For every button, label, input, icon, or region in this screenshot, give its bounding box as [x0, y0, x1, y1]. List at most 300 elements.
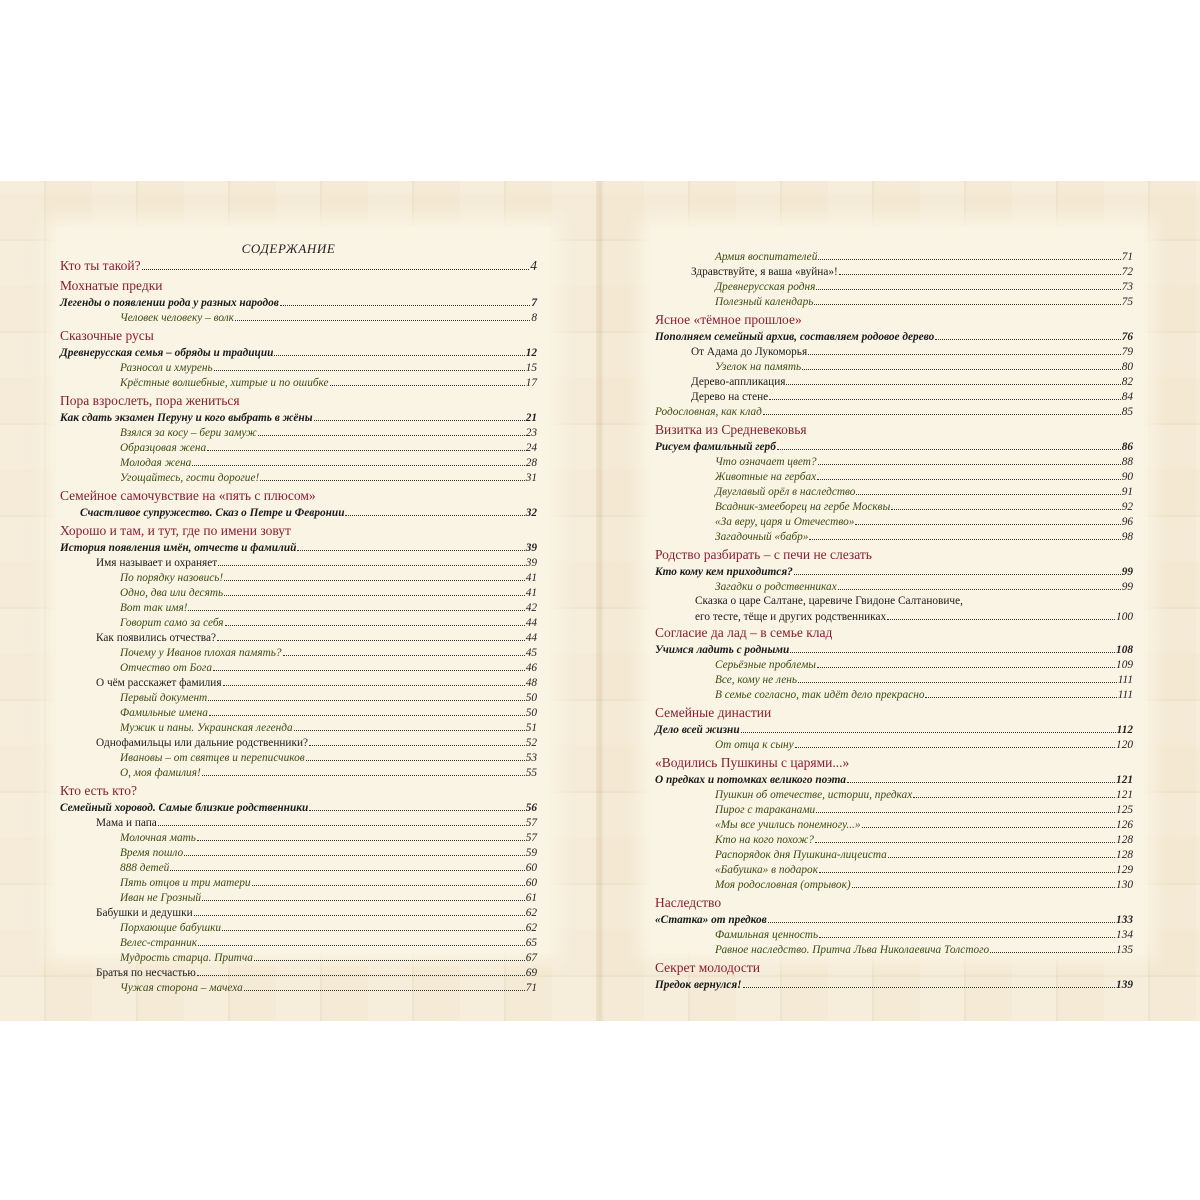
toc-entry-text: Одно, два или десять [120, 587, 224, 599]
toc-entry[interactable] [655, 359, 1133, 374]
toc-entry-text: Человек человеку – волк [120, 312, 234, 324]
toc-entry[interactable] [655, 564, 1133, 579]
toc-entry-text: Угощайтесь, гости дорогие! [120, 472, 260, 484]
toc-page-number: 50 [525, 692, 537, 704]
toc-entry-text: Здравствуйте, я ваша «вуйна»! [691, 266, 838, 278]
leader-dots [925, 687, 1116, 698]
leader-dots [838, 579, 1121, 590]
leader-dots [142, 259, 530, 270]
leader-dots [217, 630, 525, 641]
toc-entry-text: Всадник-змееборец на гербе Москвы [715, 501, 891, 513]
toc-page-number: 139 [1116, 979, 1133, 991]
toc-entry[interactable] [655, 454, 1133, 469]
toc-entry[interactable] [655, 772, 1133, 787]
toc-entry[interactable] [60, 585, 537, 600]
toc-page-number: 90 [1121, 471, 1133, 483]
toc-entry[interactable] [655, 264, 1133, 279]
leader-dots [222, 920, 525, 931]
toc-page-number: 91 [1121, 486, 1133, 498]
leader-dots [314, 410, 525, 421]
leader-dots [990, 942, 1115, 953]
leader-dots [790, 642, 1115, 653]
toc-list-right-2 [655, 624, 1133, 992]
toc-page-number: 57 [525, 832, 537, 844]
toc-entry[interactable] [655, 389, 1133, 404]
toc-entry[interactable] [60, 555, 537, 570]
toc-page-number: 15 [525, 362, 537, 374]
toc-entry[interactable] [60, 875, 537, 890]
toc-entry[interactable] [655, 294, 1133, 309]
toc-page-number: 71 [1121, 251, 1133, 263]
toc-entry[interactable] [655, 817, 1133, 832]
toc-entry-text: По порядку назовись! [120, 572, 224, 584]
toc-entry[interactable] [60, 750, 537, 765]
toc-entry[interactable] [60, 455, 537, 470]
toc-chapter-title: Кто есть кто? [60, 783, 137, 798]
toc-entry[interactable] [655, 374, 1133, 389]
toc-page-number: 135 [1116, 944, 1133, 956]
toc-entry[interactable] [60, 505, 537, 520]
toc-entry[interactable] [655, 469, 1133, 484]
toc-entry[interactable] [60, 375, 537, 390]
book-spread [0, 181, 1200, 1021]
toc-entry-text: Молочная мать [120, 832, 196, 844]
toc-page-number: 50 [525, 707, 537, 719]
leader-dots [224, 570, 525, 581]
toc-page-number: 44 [525, 632, 537, 644]
toc-entry[interactable] [60, 310, 537, 325]
toc-entry[interactable] [655, 912, 1133, 927]
toc-chapter-title: Хорошо и там, и тут, где по имени зовут [60, 523, 291, 538]
toc-chapter-title: Ясное «тёмное прошлое» [655, 312, 802, 327]
toc-right-column [655, 249, 1133, 992]
toc-entry-text: Серьёзные проблемы [715, 659, 816, 671]
toc-entry-text: Однофамильцы или дальние родственники? [96, 737, 308, 749]
toc-page-number: 65 [525, 937, 537, 949]
leader-dots [794, 564, 1121, 575]
leader-dots [294, 720, 525, 731]
toc-entry[interactable] [655, 529, 1133, 544]
leader-dots [815, 832, 1115, 843]
toc-title: СОДЕРЖАНИЕ [241, 241, 336, 256]
toc-entry-text: Вот так имя! [120, 602, 188, 614]
toc-entry[interactable] [60, 890, 537, 905]
toc-page-number: 125 [1116, 804, 1133, 816]
leader-dots [814, 294, 1120, 305]
leader-dots [223, 675, 525, 686]
toc-entry-text: Древнерусская семья – обряды и традиции [60, 347, 274, 359]
toc-chapter-title: Родство разбирать – с печи не слезать [655, 547, 872, 562]
toc-entry-text: Дело всей жизни [655, 724, 740, 736]
toc-entry-text: Дерево на стене [691, 391, 769, 403]
toc-chapter-title: Секрет молодости [655, 960, 761, 975]
leader-dots [817, 469, 1121, 480]
toc-page-number: 44 [525, 617, 537, 629]
toc-page-number: 39 [525, 557, 537, 569]
toc-entry[interactable] [60, 410, 537, 425]
toc-page-number: 41 [525, 587, 537, 599]
toc-page-number: 17 [525, 377, 537, 389]
toc-chapter[interactable] [655, 752, 1133, 772]
toc-page-number: 73 [1121, 281, 1133, 293]
leader-dots [252, 875, 525, 886]
toc-entry[interactable] [655, 514, 1133, 529]
toc-entry[interactable] [655, 977, 1133, 992]
toc-chapter-title: Кто ты такой? [60, 258, 141, 273]
toc-page-number: 46 [525, 662, 537, 674]
toc-entry[interactable] [655, 642, 1133, 657]
toc-entry[interactable] [655, 832, 1133, 847]
toc-entry-text: История появления имён, отчеств и фамилий [60, 542, 297, 554]
leader-dots [888, 847, 1115, 858]
toc-page-number: 4 [530, 258, 537, 273]
toc-page-number: 23 [525, 427, 537, 439]
toc-entry[interactable] [60, 815, 537, 830]
toc-entry[interactable] [60, 800, 537, 815]
toc-page-number: 111 [1117, 674, 1133, 686]
leader-dots [763, 404, 1121, 415]
toc-entry-text: Время пошло [120, 847, 184, 859]
toc-chapter[interactable] [655, 624, 1133, 642]
toc-left-column [60, 240, 537, 995]
leader-dots [786, 374, 1120, 385]
toc-entry[interactable] [655, 499, 1133, 514]
leader-dots [254, 950, 525, 961]
leader-dots [309, 735, 525, 746]
toc-entry-text: «Мы все учились понемногу...» [715, 819, 861, 831]
toc-entry[interactable] [655, 249, 1133, 264]
toc-entry[interactable] [60, 295, 537, 310]
toc-page-number: 92 [1121, 501, 1133, 513]
toc-entry-text: Как сдать экзамен Перуну и кого выбрать в жёны [60, 412, 313, 424]
leader-dots [306, 750, 525, 761]
toc-entry[interactable] [60, 845, 537, 860]
toc-entry-text: О, моя фамилия! [120, 767, 201, 779]
toc-entry-two-line[interactable] [655, 594, 1133, 624]
toc-entry-text: Иван не Грозный [120, 892, 202, 904]
toc-page-number: 126 [1116, 819, 1133, 831]
toc-entry-text: Пирог с тараканами [715, 804, 816, 816]
toc-entry-text: Пушкин об отечестве, истории, предках [715, 789, 913, 801]
toc-page-number: 130 [1116, 879, 1133, 891]
toc-entry-text: Загадки о родственниках [715, 581, 837, 593]
toc-chapter-title: Мохнатые предки [60, 278, 163, 293]
toc-entry-text: его тесте, тёще и других родственниках [695, 611, 887, 623]
toc-entry[interactable] [60, 425, 537, 440]
toc-entry-text: От Адама до Лукоморья [691, 346, 808, 358]
toc-page-number: 80 [1121, 361, 1133, 373]
toc-entry-text: Разносол и хмурень [120, 362, 213, 374]
leader-dots [887, 609, 1115, 620]
toc-entry[interactable] [655, 942, 1133, 957]
toc-entry-text: Дерево-аппликация [691, 376, 786, 388]
toc-page-number: 28 [525, 457, 537, 469]
leader-dots [769, 389, 1121, 400]
toc-entry[interactable] [655, 847, 1133, 862]
toc-entry-text: Мудрость старца. Притча [120, 952, 253, 964]
toc-entry-line1: Сказка о царе Салтане, царевиче Гвидоне Салтановиче, [695, 595, 963, 607]
leader-dots [816, 279, 1120, 290]
toc-page-number: 76 [1121, 331, 1133, 343]
toc-entry[interactable] [655, 672, 1133, 687]
toc-page-number: 99 [1121, 581, 1133, 593]
leader-dots [197, 830, 525, 841]
toc-page-number: 67 [525, 952, 537, 964]
toc-list-right [655, 249, 1133, 594]
toc-page-number: 31 [525, 472, 537, 484]
leader-dots [202, 890, 525, 901]
leader-dots [194, 905, 525, 916]
leader-dots [283, 645, 525, 656]
leader-dots [891, 499, 1120, 510]
toc-chapter[interactable] [655, 957, 1133, 977]
leader-dots [188, 600, 524, 611]
leader-dots [741, 722, 1116, 733]
toc-entry-text: Загадочный «бабр» [715, 531, 809, 543]
toc-chapter-title: Наследство [655, 895, 722, 910]
toc-page-number: 52 [525, 737, 537, 749]
leader-dots [802, 359, 1121, 370]
toc-entry[interactable] [60, 645, 537, 660]
toc-entry-text: Древнерусская родня [715, 281, 816, 293]
toc-chapter[interactable] [655, 702, 1133, 722]
leader-dots [839, 264, 1121, 275]
toc-entry[interactable] [60, 920, 537, 935]
toc-page-number: 39 [525, 542, 537, 554]
toc-page-number: 99 [1121, 566, 1133, 578]
toc-entry[interactable] [655, 802, 1133, 817]
leader-dots [847, 772, 1115, 783]
toc-entry[interactable] [655, 877, 1133, 892]
toc-entry-text: Семейный хоровод. Самые близкие родственники [60, 802, 309, 814]
toc-entry[interactable] [655, 737, 1133, 752]
toc-page-number: 112 [1116, 724, 1133, 736]
toc-entry-text: Бабушки и дедушки [96, 907, 193, 919]
toc-page-number: 8 [531, 312, 537, 324]
leader-dots [280, 295, 531, 306]
toc-page-number: 60 [525, 877, 537, 889]
toc-chapter[interactable] [60, 520, 537, 540]
leader-dots [818, 249, 1120, 260]
toc-page-number: 128 [1116, 834, 1133, 846]
toc-chapter[interactable] [60, 257, 537, 275]
toc-chapter[interactable] [60, 325, 537, 345]
toc-page-number: 111 [1117, 689, 1133, 701]
toc-entry-text: Родословная, как клад [655, 406, 762, 418]
toc-entry-text: Что означает цвет? [715, 456, 817, 468]
leader-dots [209, 705, 525, 716]
toc-entry[interactable] [60, 690, 537, 705]
toc-entry[interactable] [655, 862, 1133, 877]
toc-chapter-title: Сказочные русы [60, 328, 154, 343]
toc-page-number: 88 [1121, 456, 1133, 468]
leader-dots [224, 585, 525, 596]
toc-entry[interactable] [60, 615, 537, 630]
leader-dots [855, 514, 1120, 525]
toc-entry-text: Пополняем семейный архив, составляем родовое дерево [655, 331, 935, 343]
toc-page-number: 121 [1116, 774, 1133, 786]
toc-entry[interactable] [60, 980, 537, 995]
toc-entry[interactable] [60, 860, 537, 875]
leader-dots [809, 529, 1120, 540]
toc-entry[interactable] [60, 600, 537, 615]
leader-dots [935, 329, 1120, 340]
toc-entry[interactable] [60, 440, 537, 455]
leader-dots [817, 657, 1115, 668]
toc-page-number: 100 [1116, 611, 1133, 623]
toc-entry-text: О чём расскажет фамилия [96, 677, 222, 689]
toc-page-number: 60 [525, 862, 537, 874]
toc-entry[interactable] [655, 329, 1133, 344]
toc-entry-text: От отца к сыну [715, 739, 794, 751]
toc-entry-text: Равное наследство. Притча Льва Николаевича Толстого [715, 944, 990, 956]
toc-chapter[interactable] [60, 780, 537, 800]
toc-entry-text: Говорит само за себя [120, 617, 224, 629]
leader-dots [818, 454, 1121, 465]
toc-entry[interactable] [655, 484, 1133, 499]
toc-entry[interactable] [60, 905, 537, 920]
leader-dots [218, 555, 525, 566]
leader-dots [777, 439, 1121, 450]
toc-entry[interactable] [60, 660, 537, 675]
toc-entry-text: В семье согласно, так идёт дело прекрасно [715, 689, 925, 701]
toc-entry-text: Легенды о появлении рода у разных народов [60, 297, 279, 309]
toc-entry[interactable] [60, 705, 537, 720]
leader-dots [297, 540, 524, 551]
toc-entry-text: Животные на гербах [715, 471, 817, 483]
toc-page-number: 71 [525, 982, 537, 994]
toc-chapter[interactable] [655, 419, 1133, 439]
leader-dots [274, 345, 524, 356]
leader-dots [258, 425, 525, 436]
book-gutter [596, 181, 604, 1021]
toc-page-number: 42 [525, 602, 537, 614]
toc-chapter[interactable] [60, 275, 537, 295]
toc-entry-text: Фамильная ценность [715, 929, 819, 941]
toc-entry-text: Ивановы – от святцев и переписчиков [120, 752, 305, 764]
toc-entry[interactable] [655, 279, 1133, 294]
leader-dots [192, 455, 524, 466]
toc-entry-text: Моя родословная (отрывок) [715, 879, 851, 891]
toc-entry-text: Кто кому кем приходится? [655, 566, 793, 578]
toc-entry[interactable] [60, 735, 537, 750]
toc-page-number: 53 [525, 752, 537, 764]
toc-entry-text: Крёстные волшебные, хитрые и по ошибке [120, 377, 329, 389]
leader-dots [330, 375, 525, 386]
toc-entry-text: Распорядок дня Пушкина-лицеиста [715, 849, 887, 861]
leader-dots [852, 877, 1115, 888]
toc-entry[interactable] [60, 470, 537, 485]
toc-entry-text: Велес-странник [120, 937, 198, 949]
leader-dots [309, 800, 524, 811]
toc-page-number: 109 [1116, 659, 1133, 671]
leader-dots [345, 505, 524, 516]
toc-page-number: 69 [525, 967, 537, 979]
leader-dots [207, 440, 525, 451]
toc-entry-line2 [655, 609, 1133, 624]
toc-entry[interactable] [60, 765, 537, 780]
toc-entry[interactable] [60, 935, 537, 950]
toc-chapter[interactable] [655, 309, 1133, 329]
toc-entry[interactable] [60, 675, 537, 690]
toc-entry[interactable] [655, 579, 1133, 594]
toc-entry-text: Счастливое супружество. Сказ о Петре и Февронии [80, 507, 345, 519]
leader-dots [819, 927, 1115, 938]
toc-entry-text: Взялся за косу – бери замуж [120, 427, 257, 439]
toc-entry[interactable] [60, 360, 537, 375]
toc-entry[interactable] [655, 787, 1133, 802]
toc-entry[interactable] [60, 720, 537, 735]
toc-page-number: 84 [1121, 391, 1133, 403]
toc-entry[interactable] [60, 570, 537, 585]
leader-dots [819, 862, 1115, 873]
leader-dots [213, 660, 525, 671]
toc-entry-text: Учимся ладить с родными [655, 644, 790, 656]
toc-entry[interactable] [60, 630, 537, 645]
toc-page-number: 85 [1121, 406, 1133, 418]
toc-chapter[interactable] [655, 892, 1133, 912]
toc-entry-text: Мама и папа [96, 817, 157, 829]
leader-dots [768, 912, 1115, 923]
toc-entry[interactable] [655, 722, 1133, 737]
toc-entry-text: Почему у Иванов плохая память? [120, 647, 282, 659]
toc-entry[interactable] [655, 439, 1133, 454]
toc-chapter[interactable] [60, 390, 537, 410]
toc-entry[interactable] [60, 965, 537, 980]
toc-chapter[interactable] [60, 485, 537, 505]
leader-dots [208, 690, 524, 701]
toc-page-number: 21 [525, 412, 537, 424]
leader-dots [202, 765, 525, 776]
toc-entry-text: Образцовая жена [120, 442, 207, 454]
toc-page-number: 129 [1116, 864, 1133, 876]
toc-entry-text: Предок вернулся! [655, 979, 742, 991]
toc-entry-text: Кто на кого похож? [715, 834, 814, 846]
leader-dots [260, 470, 524, 481]
toc-entry[interactable] [60, 950, 537, 965]
toc-entry[interactable] [60, 540, 537, 555]
leader-dots [225, 615, 525, 626]
leader-dots [798, 672, 1117, 683]
toc-page-number: 62 [525, 922, 537, 934]
toc-page-number: 7 [531, 297, 537, 309]
toc-entry-text: 888 детей [120, 862, 170, 874]
toc-entry-text: Все, кому не лень [715, 674, 797, 686]
toc-page-number: 51 [525, 722, 537, 734]
toc-page-number: 121 [1116, 789, 1133, 801]
toc-page-number: 62 [525, 907, 537, 919]
toc-entry[interactable] [655, 687, 1133, 702]
toc-entry-text: Отчество от Бога [120, 662, 212, 674]
toc-page-number: 79 [1121, 346, 1133, 358]
toc-entry[interactable] [655, 927, 1133, 942]
toc-page-number: 108 [1116, 644, 1133, 656]
toc-entry[interactable] [655, 344, 1133, 359]
toc-chapter-title: Пора взрослеть, пора жениться [60, 393, 240, 408]
toc-chapter-title: Семейное самочувствие на «пять с плюсом» [60, 488, 316, 503]
toc-entry[interactable] [60, 345, 537, 360]
toc-chapter-title: Согласие да лад – в семье клад [655, 625, 833, 640]
toc-entry[interactable] [60, 830, 537, 845]
toc-chapter[interactable] [655, 544, 1133, 564]
toc-entry[interactable] [655, 404, 1133, 419]
toc-entry[interactable] [655, 657, 1133, 672]
toc-chapter-title: Семейные династии [655, 705, 772, 720]
leader-dots [184, 845, 525, 856]
toc-page-number: 86 [1121, 441, 1133, 453]
toc-entry-text: Чужая сторона – мачеха [120, 982, 243, 994]
leader-dots [913, 787, 1115, 798]
